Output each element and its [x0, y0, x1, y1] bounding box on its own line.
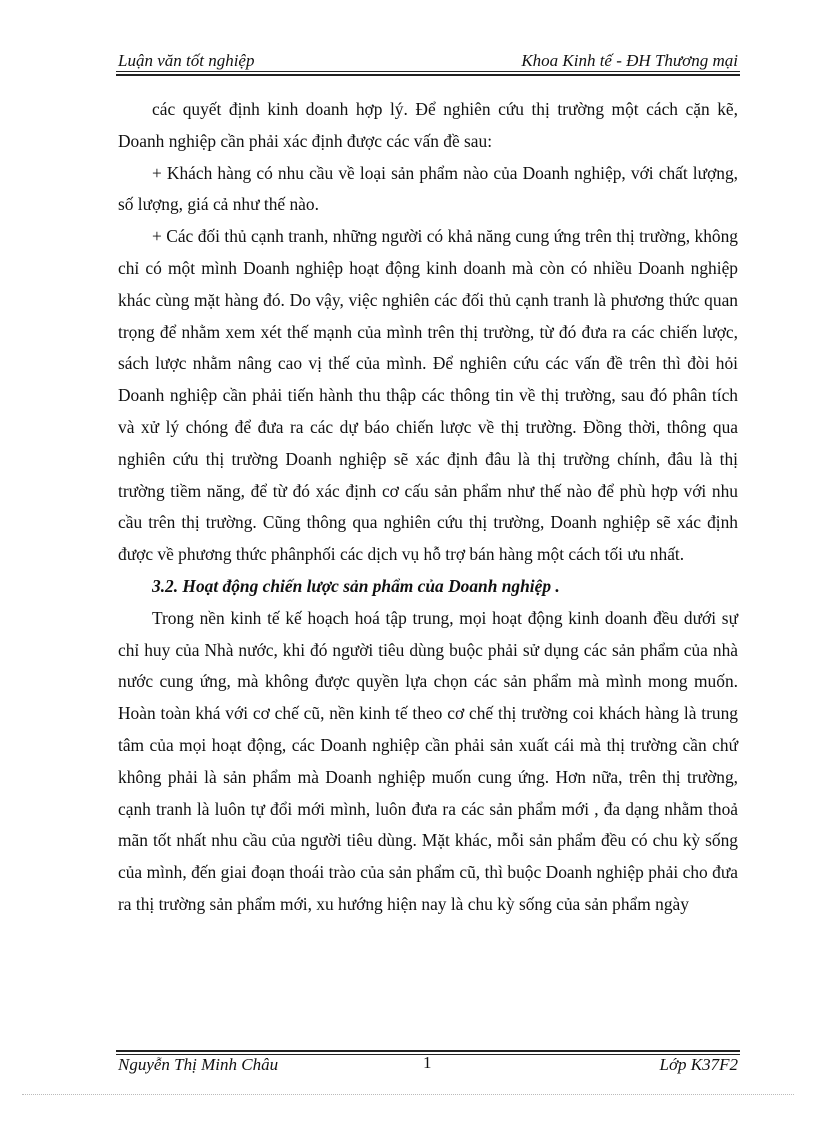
- footer-page-number: 1: [423, 1053, 432, 1072]
- header-divider: [116, 71, 740, 72]
- footer-author: Nguyễn Thị Minh Châu: [118, 1055, 279, 1074]
- header-faculty-label: Khoa Kinh tế - ĐH Thương mại: [521, 51, 738, 70]
- page-boundary: [22, 1094, 794, 1095]
- document-body: [118, 94, 738, 921]
- page-footer: [118, 1054, 738, 1076]
- header-divider-thick: [116, 74, 740, 76]
- footer-class: Lớp K37F2: [659, 1055, 738, 1074]
- header-thesis-label: Luận văn tốt nghiệp: [118, 51, 255, 70]
- body-paragraph-3: + Các đối thủ cạnh tranh, những người có khả năng cung ứng trên thị trường, không chỉ có một mình Doanh nghiệp hoạt động kinh doanh mà còn có nhiều Doanh nghiệp khác cùng mặt hàng đó. Do vậy, việc nghiên các đối thủ cạnh tranh là phương thức quan trọng để nhằm xem xét thế mạnh của mình trên thị trường, từ đó đưa ra các chiến lược, sách lược nhằm nâng cao vị thế của mình. Để nghiên cứu các vấn đề trên thì đòi hỏi Doanh nghiệp cần phải tiến hành thu thập các thông tin về thị trường, sau đó phân tích và xử lý chóng để đưa ra các dự báo chiến lược về thị trường. Đồng thời, thông qua nghiên cứu thị trường Doanh nghiệp sẽ xác định đâu là thị trường chính, đâu là thị trường tiềm năng, để từ đó xác định cơ cấu sản phẩm như thế nào để phù hợp với nhu cầu trên thị trường. Cũng thông qua nghiên cứu thị trường, Doanh nghiệp sẽ xác định được về phương thức phânphối các dịch vụ hỗ trợ bán hàng một cách tối ưu nhất.: [118, 226, 738, 565]
- section-heading: 3.2. Hoạt động chiến lược sản phẩm của Doanh nghiệp .: [152, 575, 560, 596]
- body-paragraph-1: các quyết định kinh doanh hợp lý. Để nghiên cứu thị trường một cách cặn kẽ, Doanh nghiệp cần phải xác định được các vấn đề sau:: [118, 99, 738, 151]
- page-header: [118, 50, 738, 72]
- body-paragraph-2: + Khách hàng có nhu cầu về loại sản phẩm nào của Doanh nghiệp, với chất lượng, số lượng, giá cả như thế nào.: [118, 162, 738, 215]
- body-paragraph-4: Trong nền kinh tế kế hoạch hoá tập trung, mọi hoạt động kinh doanh đều dưới sự chỉ huy của Nhà nước, khi đó người tiêu dùng buộc phải sử dụng các sản phẩm của nhà nước cung ứng, mà không được quyền lựa chọn các sản phẩm mà mình mong muốn. Hoàn toàn khá với cơ chế cũ, nền kinh tế theo cơ chế thị trường coi khách hàng là trung tâm của mọi hoạt động, các Doanh nghiệp cần phải sản xuất cái mà thị trường cần chứ không phải là sản phẩm mà Doanh nghiệp muốn cung ứng. Hơn nữa, trên thị trường, cạnh tranh là luôn tự đổi mới mình, luôn đưa ra các sản phẩm mới , đa dạng nhằm thoả mãn tốt nhất nhu cầu của người tiêu dùng. Mặt khác, mỗi sản phẩm đều có chu kỳ sống của mình, đến giai đoạn thoái trào của sản phẩm cũ, thì buộc Doanh nghiệp phải cho đưa ra thị trường sản phẩm mới, xu hướng hiện nay là chu kỳ sống của sản phẩm ngày: [118, 607, 738, 914]
